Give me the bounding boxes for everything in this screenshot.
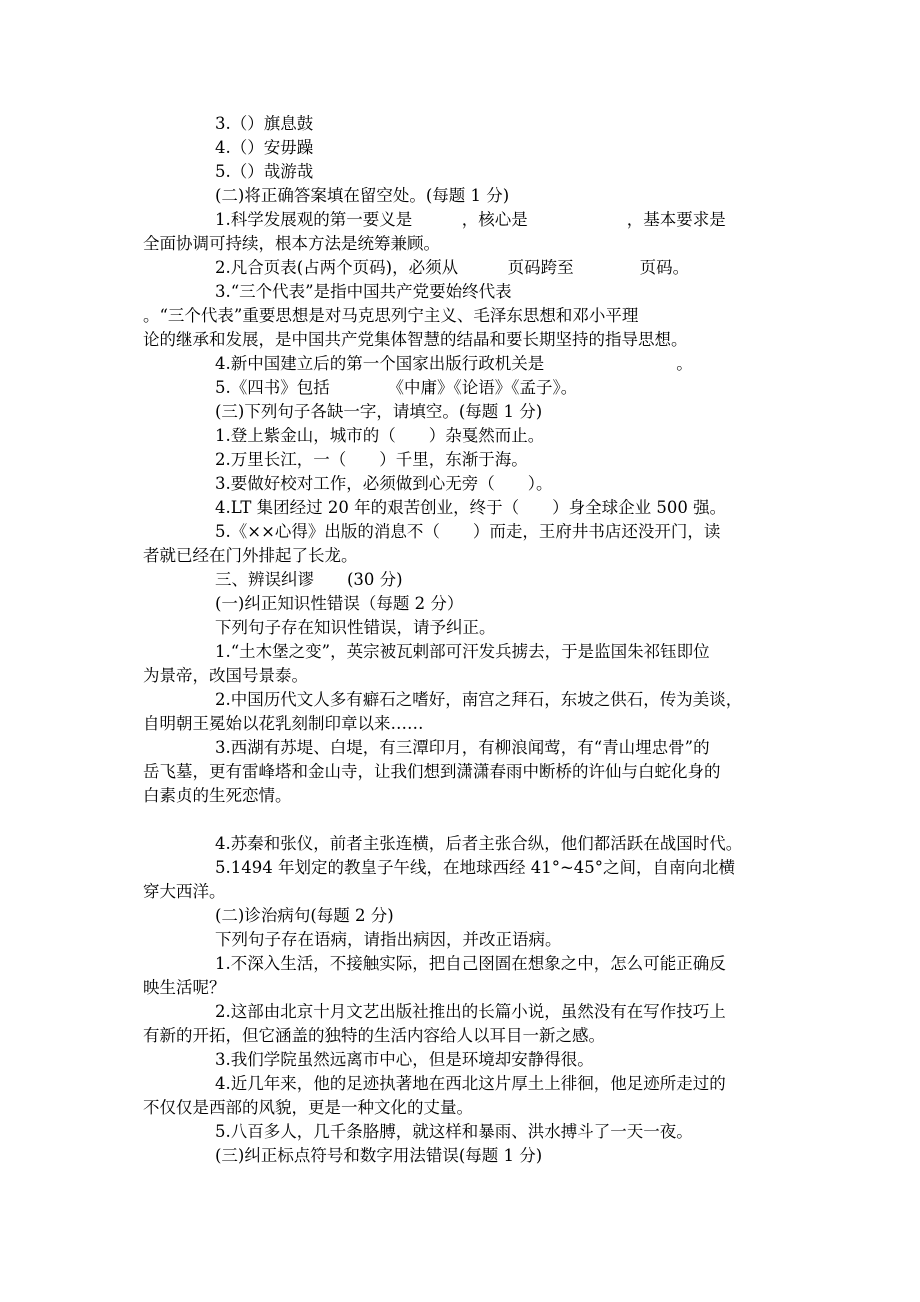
text-line: 4.新中国建立后的第一个国家出版行政机关是 。 bbox=[215, 354, 693, 373]
section-heading: 三、辨误纠谬 (30 分) bbox=[215, 570, 403, 589]
text-line: 映生活呢？ bbox=[143, 978, 226, 997]
text-line: 5.《××心得》出版的消息不（ ）而走，王府井书店还没开门，读 bbox=[215, 522, 721, 541]
section-heading: (二)诊治病句(每题 2 分) bbox=[215, 906, 394, 925]
section-heading: (一)纠正知识性错误（每题 2 分） bbox=[215, 594, 464, 613]
text-line: 2.万里长江，一（ ）千里，东渐于海。 bbox=[215, 450, 528, 469]
text-line: 3.（）旗息鼓 bbox=[215, 114, 314, 133]
text-line: 岳飞墓，更有雷峰塔和金山寺，让我们想到潇潇春雨中断桥的许仙与白蛇化身的 bbox=[143, 762, 721, 781]
text-line: 5.（）哉游哉 bbox=[215, 162, 314, 181]
text-line: 4.（）安毋躁 bbox=[215, 138, 314, 157]
section-heading: (二)将正确答案填在留空处。(每题 1 分) bbox=[215, 186, 510, 205]
text-line: 3.我们学院虽然远离市中心，但是环境却安静得很。 bbox=[215, 1050, 594, 1069]
text-line: 穿大西洋。 bbox=[143, 882, 226, 901]
text-line: 3.西湖有苏堤、白堤，有三潭印月，有柳浪闻莺，有“青山埋忠骨”的 bbox=[215, 738, 710, 757]
text-line: 1.科学发展观的第一要义是 ，核心是 ，基本要求是 bbox=[215, 210, 726, 229]
text-line: 下列句子存在语病，请指出病因，并改正语病。 bbox=[215, 930, 562, 949]
text-line: 有新的开拓，但它涵盖的独特的生活内容给人以耳目一新之感。 bbox=[143, 1026, 605, 1045]
section-heading: (三)下列句子各缺一字，请填空。(每题 1 分) bbox=[215, 402, 543, 421]
text-line: 白素贞的生死恋情。 bbox=[143, 786, 292, 805]
text-line: 1.登上紫金山，城市的（ ）杂戛然而止。 bbox=[215, 426, 545, 445]
text-line: 全面协调可持续，根本方法是统筹兼顾。 bbox=[143, 234, 440, 253]
section-heading: (三)纠正标点符号和数字用法错误(每题 1 分) bbox=[215, 1146, 543, 1165]
text-line: 1.“土木堡之变”，英宗被瓦剌部可汗发兵掳去，于是监国朱祁钰即位 bbox=[215, 642, 710, 661]
text-line: 5.1494 年划定的教皇子午线，在地球西经 41°~45°之间，自南向北横 bbox=[215, 858, 736, 877]
text-line: 2.这部由北京十月文艺出版社推出的长篇小说，虽然没有在写作技巧上 bbox=[215, 1002, 726, 1021]
text-line: 3.“三个代表”是指中国共产党要始终代表 bbox=[215, 282, 512, 301]
text-line: 1.不深入生活，不接触实际，把自己囹圄在想象之中，怎么可能正确反 bbox=[215, 954, 726, 973]
text-line: 4.近几年来，他的足迹执著地在西北这片厚土上徘徊，他足迹所走过的 bbox=[215, 1074, 726, 1093]
text-line: 4.苏秦和张仪，前者主张连横，后者主张合纵，他们都活跃在战国时代。 bbox=[215, 834, 743, 853]
text-line: 5.八百多人，几千条胳膊，就这样和暴雨、洪水搏斗了一天一夜。 bbox=[215, 1122, 693, 1141]
text-line: 2.中国历代文人多有癖石之嗜好，南宫之拜石，东坡之供石，传为美谈， bbox=[215, 690, 743, 709]
text-line: 。“三个代表”重要思想是对马克思列宁主义、毛泽东思想和邓小平理 bbox=[143, 306, 639, 325]
text-line: 下列句子存在知识性错误，请予纠正。 bbox=[215, 618, 496, 637]
text-line: 论的继承和发展，是中国共产党集体智慧的结晶和要长期坚持的指导思想。 bbox=[143, 330, 688, 349]
text-line: 4.LT 集团经过 20 年的艰苦创业，终于（ ）身全球企业 500 强。 bbox=[215, 498, 727, 517]
text-line: 为景帝，改国号景泰。 bbox=[143, 666, 308, 685]
text-line: 5.《四书》包括 《中庸》《论语》《孟子》。 bbox=[215, 378, 578, 397]
text-line: 自明朝王冕始以花乳刻制印章以来…… bbox=[143, 714, 424, 733]
text-line: 3.要做好校对工作，必须做到心无旁（ ）。 bbox=[215, 474, 553, 493]
text-line: 2.凡合页表(占两个页码)，必须从 页码跨至 页码。 bbox=[215, 258, 690, 277]
text-line: 者就已经在门外排起了长龙。 bbox=[143, 546, 358, 565]
document-page bbox=[0, 112, 920, 1168]
text-line: 不仅仅是西部的风貌，更是一种文化的丈量。 bbox=[143, 1098, 473, 1117]
